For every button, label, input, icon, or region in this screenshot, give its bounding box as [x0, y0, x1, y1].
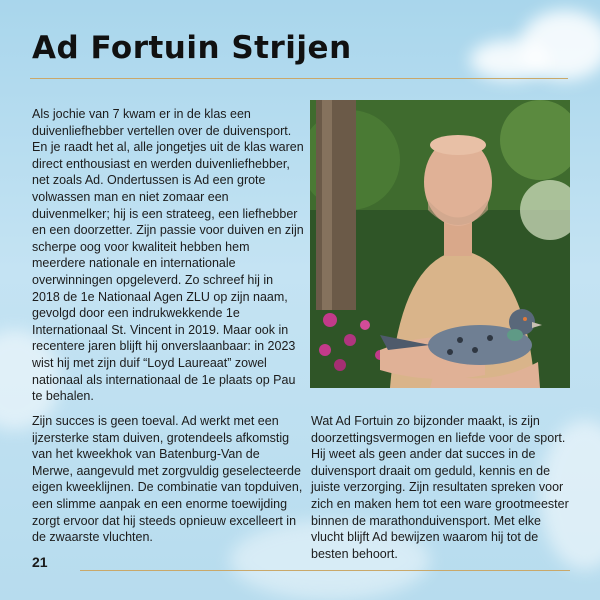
- body-paragraph-left: Zijn succes is geen toeval. Ad werkt met een ijzersterke stam duiven, grotendeels afkomstig van het kweekhok van Batenburg-Van de Merwe, aangevuld met zorgvuldig geselecteerde eigen kweeklijnen. De combinatie van topduiven, een slimme aanpak en een enorme toewijding zorgt ervoor dat hij steeds opnieuw excelleert in de zwaarste vluchten.: [32, 414, 303, 545]
- intro-paragraph: Als jochie van 7 kwam er in de klas een duivenliefhebber vertellen over de duivensport. En je raadt het al, alle jongetjes uit de klas waren direct enthousiast en werden duivenliefhebber, net zoals Ad. Ondertussen is Ad een grote volwassen man en niet zomaar een duivenmelker; hij is een strateeg, een liefhebber en een doorzetter. Zijn passie voor duiven en zijn scherpe oog voor kwaliteit hebben hem meerdere nationale en internationale overwinningen opgeleverd. Zo schreef hij in 2018 de 1e Nationaal Agen ZLU op zijn naam, gevolgd door een indrukwekkende 1e Internationaal St. Vincent in 2019. Maar ook in recentere jaren blijft hij onverslaanbaar: in 2023 wist hij met zijn duif “Loyd Laureaat” zowel nationaal als internationaal de 1e plaats op Pau te behalen.: [32, 107, 304, 404]
- body-paragraph-right: Wat Ad Fortuin zo bijzonder maakt, is zijn doorzettingsvermogen en liefde voor de sport. Hij weet als geen ander dat succes in de duivensport draait om geduld, kennis en de juiste verzorging. Zijn resultaten spreken voor zich en maken hem tot een ware grootmeester binnen de marathonduivensport. Met elke vlucht blijft Ad bewijzen waarom hij tot de besten behoort.: [311, 414, 569, 561]
- man-with-pigeon-illustration: [310, 100, 570, 388]
- divider: [30, 78, 568, 79]
- cloud: [470, 40, 550, 80]
- page-number: 21: [32, 554, 48, 570]
- page-title: Ad Fortuin Strijen: [32, 30, 352, 66]
- portrait-photo: [310, 100, 570, 388]
- footer-divider: [80, 570, 570, 571]
